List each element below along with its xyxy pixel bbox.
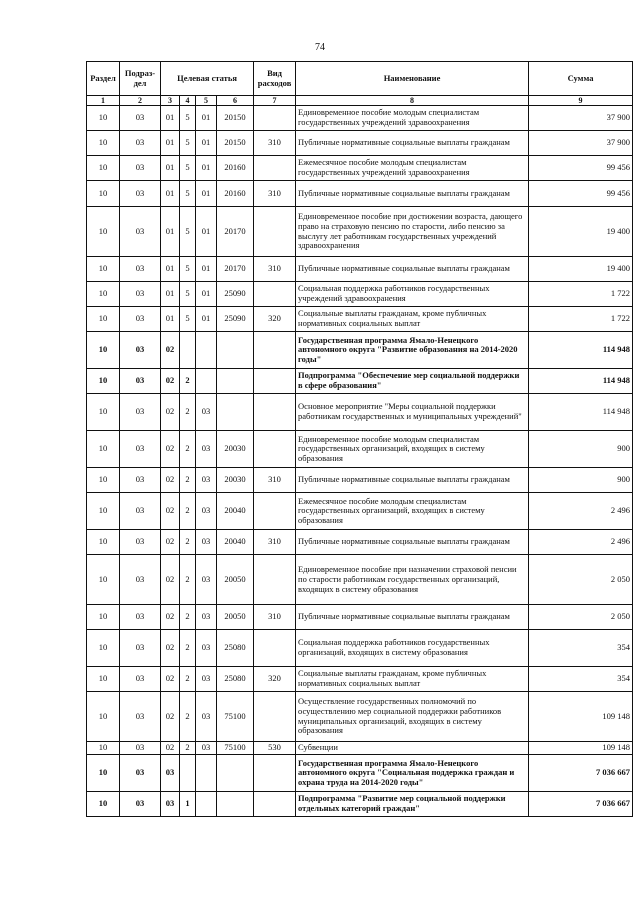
event-code-cell — [196, 792, 217, 817]
program-code-cell: 02 — [161, 431, 180, 468]
program-code-cell: 03 — [161, 755, 180, 792]
table-row — [87, 282, 633, 307]
name-cell: Публичные нормативные социальные выплаты гражданам — [296, 530, 529, 555]
razdel-cell: 10 — [87, 742, 120, 755]
program-code-cell: 01 — [161, 257, 180, 282]
name-cell: Социальные выплаты гражданам, кроме публичных нормативных социальных выплат — [296, 307, 529, 332]
razdel-cell: 10 — [87, 131, 120, 156]
expense-type-cell: 320 — [254, 667, 296, 692]
direction-code-cell: 20050 — [217, 605, 254, 630]
razdel-cell: 10 — [87, 605, 120, 630]
name-cell: Подпрограмма "Обеспечение мер социальной поддержки в сфере образования" — [296, 369, 529, 394]
page-number: 74 — [315, 42, 325, 53]
table-row — [87, 468, 633, 493]
table-row — [87, 630, 633, 667]
podrazdel-cell: 03 — [120, 307, 161, 332]
column-number: 1 — [87, 96, 120, 106]
direction-code-cell — [217, 755, 254, 792]
direction-code-cell: 20050 — [217, 555, 254, 605]
column-number: 6 — [217, 96, 254, 106]
razdel-cell: 10 — [87, 692, 120, 742]
name-cell: Ежемесячное пособие молодым специалистам государственных организаций, входящих в систему образования — [296, 493, 529, 530]
program-code-cell: 01 — [161, 181, 180, 207]
podrazdel-cell: 03 — [120, 667, 161, 692]
name-cell: Единовременное пособие молодым специалистам государственных организаций, входящих в систему образования — [296, 431, 529, 468]
podrazdel-cell: 03 — [120, 394, 161, 431]
column-number: 9 — [529, 96, 633, 106]
table-row — [87, 207, 633, 257]
header-razdel: Раздел — [87, 62, 120, 96]
column-number: 5 — [196, 96, 217, 106]
sum-cell: 37 900 — [529, 131, 633, 156]
name-cell: Публичные нормативные социальные выплаты гражданам — [296, 181, 529, 207]
sum-cell: 2 496 — [529, 493, 633, 530]
program-code-cell: 02 — [161, 605, 180, 630]
event-code-cell: 01 — [196, 207, 217, 257]
subprogram-code-cell: 5 — [180, 307, 196, 332]
subprogram-code-cell: 5 — [180, 131, 196, 156]
expense-type-cell: 310 — [254, 257, 296, 282]
podrazdel-cell: 03 — [120, 530, 161, 555]
podrazdel-cell: 03 — [120, 555, 161, 605]
podrazdel-cell: 03 — [120, 369, 161, 394]
name-cell: Ежемесячное пособие молодым специалистам государственных учреждений здравоохранения — [296, 156, 529, 181]
table-row — [87, 692, 633, 742]
expense-type-cell — [254, 493, 296, 530]
direction-code-cell: 20150 — [217, 106, 254, 131]
expense-type-cell — [254, 369, 296, 394]
expense-type-cell — [254, 156, 296, 181]
sum-cell: 1 722 — [529, 282, 633, 307]
event-code-cell: 03 — [196, 493, 217, 530]
sum-cell: 900 — [529, 431, 633, 468]
table-row — [87, 667, 633, 692]
event-code-cell: 01 — [196, 257, 217, 282]
program-code-cell: 02 — [161, 742, 180, 755]
program-code-cell: 02 — [161, 630, 180, 667]
razdel-cell: 10 — [87, 332, 120, 369]
expense-type-cell — [254, 106, 296, 131]
subprogram-code-cell: 5 — [180, 106, 196, 131]
direction-code-cell: 20170 — [217, 207, 254, 257]
event-code-cell — [196, 369, 217, 394]
podrazdel-cell: 03 — [120, 605, 161, 630]
razdel-cell: 10 — [87, 468, 120, 493]
direction-code-cell — [217, 792, 254, 817]
table-row — [87, 257, 633, 282]
expense-type-cell: 530 — [254, 742, 296, 755]
razdel-cell: 10 — [87, 530, 120, 555]
expense-type-cell: 310 — [254, 468, 296, 493]
direction-code-cell: 75100 — [217, 742, 254, 755]
budget-table — [86, 61, 633, 817]
direction-code-cell: 20150 — [217, 131, 254, 156]
expense-type-cell — [254, 332, 296, 369]
direction-code-cell: 20170 — [217, 257, 254, 282]
direction-code-cell: 20040 — [217, 530, 254, 555]
name-cell: Единовременное пособие молодым специалистам государственных учреждений здравоохранения — [296, 106, 529, 131]
razdel-cell: 10 — [87, 630, 120, 667]
subprogram-code-cell: 1 — [180, 792, 196, 817]
event-code-cell: 03 — [196, 530, 217, 555]
expense-type-cell — [254, 394, 296, 431]
podrazdel-cell: 03 — [120, 106, 161, 131]
event-code-cell: 01 — [196, 307, 217, 332]
sum-cell: 7 036 667 — [529, 755, 633, 792]
sum-cell: 99 456 — [529, 156, 633, 181]
sum-cell: 114 948 — [529, 332, 633, 369]
direction-code-cell — [217, 369, 254, 394]
direction-code-cell: 25090 — [217, 307, 254, 332]
podrazdel-cell: 03 — [120, 181, 161, 207]
program-code-cell: 01 — [161, 282, 180, 307]
event-code-cell: 03 — [196, 742, 217, 755]
table-row — [87, 530, 633, 555]
program-code-cell: 01 — [161, 131, 180, 156]
table-row — [87, 742, 633, 755]
program-code-cell: 02 — [161, 692, 180, 742]
event-code-cell: 03 — [196, 468, 217, 493]
column-number: 7 — [254, 96, 296, 106]
subprogram-code-cell: 2 — [180, 667, 196, 692]
name-cell: Публичные нормативные социальные выплаты гражданам — [296, 605, 529, 630]
column-number-row — [87, 96, 633, 106]
program-code-cell: 01 — [161, 156, 180, 181]
event-code-cell: 01 — [196, 181, 217, 207]
direction-code-cell: 75100 — [217, 692, 254, 742]
razdel-cell: 10 — [87, 667, 120, 692]
subprogram-code-cell — [180, 755, 196, 792]
subprogram-code-cell: 2 — [180, 493, 196, 530]
name-cell: Государственная программа Ямало-Ненецкого автономного округа "Социальная поддержка граждан и охрана труда на 2014-2020 годы" — [296, 755, 529, 792]
expense-type-cell: 310 — [254, 530, 296, 555]
header-podrazdel: Подраз-дел — [120, 62, 161, 96]
expense-type-cell: 310 — [254, 181, 296, 207]
subprogram-code-cell: 2 — [180, 630, 196, 667]
program-code-cell: 01 — [161, 207, 180, 257]
podrazdel-cell: 03 — [120, 207, 161, 257]
podrazdel-cell: 03 — [120, 692, 161, 742]
table-row — [87, 755, 633, 792]
direction-code-cell: 20030 — [217, 468, 254, 493]
podrazdel-cell: 03 — [120, 630, 161, 667]
program-code-cell: 02 — [161, 493, 180, 530]
sum-cell: 2 050 — [529, 555, 633, 605]
subprogram-code-cell: 2 — [180, 394, 196, 431]
table-row — [87, 369, 633, 394]
expense-type-cell — [254, 692, 296, 742]
podrazdel-cell: 03 — [120, 755, 161, 792]
razdel-cell: 10 — [87, 792, 120, 817]
program-code-cell: 02 — [161, 530, 180, 555]
razdel-cell: 10 — [87, 394, 120, 431]
direction-code-cell: 20160 — [217, 156, 254, 181]
razdel-cell: 10 — [87, 156, 120, 181]
name-cell: Публичные нормативные социальные выплаты гражданам — [296, 257, 529, 282]
event-code-cell: 03 — [196, 605, 217, 630]
subprogram-code-cell: 2 — [180, 431, 196, 468]
razdel-cell: 10 — [87, 282, 120, 307]
event-code-cell — [196, 755, 217, 792]
event-code-cell: 03 — [196, 555, 217, 605]
name-cell: Единовременное пособие при назначении страховой пенсии по старости работникам государственных организаций, входящих в систему образования — [296, 555, 529, 605]
program-code-cell: 02 — [161, 468, 180, 493]
podrazdel-cell: 03 — [120, 332, 161, 369]
podrazdel-cell: 03 — [120, 792, 161, 817]
program-code-cell: 03 — [161, 792, 180, 817]
subprogram-code-cell: 5 — [180, 181, 196, 207]
event-code-cell: 01 — [196, 106, 217, 131]
expense-type-cell: 310 — [254, 131, 296, 156]
table-row — [87, 394, 633, 431]
subprogram-code-cell: 2 — [180, 369, 196, 394]
podrazdel-cell: 03 — [120, 742, 161, 755]
sum-cell: 900 — [529, 468, 633, 493]
table-row — [87, 332, 633, 369]
subprogram-code-cell: 5 — [180, 207, 196, 257]
table-row — [87, 605, 633, 630]
event-code-cell: 03 — [196, 667, 217, 692]
subprogram-code-cell: 5 — [180, 282, 196, 307]
razdel-cell: 10 — [87, 431, 120, 468]
podrazdel-cell: 03 — [120, 468, 161, 493]
sum-cell: 1 722 — [529, 307, 633, 332]
column-number: 3 — [161, 96, 180, 106]
event-code-cell: 03 — [196, 630, 217, 667]
program-code-cell: 02 — [161, 394, 180, 431]
header-expense-type: Вид расходов — [254, 62, 296, 96]
razdel-cell: 10 — [87, 493, 120, 530]
subprogram-code-cell: 5 — [180, 257, 196, 282]
direction-code-cell — [217, 332, 254, 369]
razdel-cell: 10 — [87, 181, 120, 207]
name-cell: Публичные нормативные социальные выплаты гражданам — [296, 131, 529, 156]
table-row — [87, 307, 633, 332]
sum-cell: 354 — [529, 630, 633, 667]
podrazdel-cell: 03 — [120, 431, 161, 468]
program-code-cell: 02 — [161, 332, 180, 369]
table-row — [87, 181, 633, 207]
razdel-cell: 10 — [87, 755, 120, 792]
subprogram-code-cell: 2 — [180, 468, 196, 493]
sum-cell: 354 — [529, 667, 633, 692]
table-row — [87, 131, 633, 156]
direction-code-cell: 20030 — [217, 431, 254, 468]
expense-type-cell — [254, 431, 296, 468]
razdel-cell: 10 — [87, 555, 120, 605]
table-row — [87, 106, 633, 131]
direction-code-cell: 25090 — [217, 282, 254, 307]
razdel-cell: 10 — [87, 207, 120, 257]
program-code-cell: 01 — [161, 307, 180, 332]
column-number: 2 — [120, 96, 161, 106]
podrazdel-cell: 03 — [120, 131, 161, 156]
event-code-cell: 03 — [196, 394, 217, 431]
program-code-cell: 02 — [161, 555, 180, 605]
program-code-cell: 02 — [161, 369, 180, 394]
expense-type-cell — [254, 792, 296, 817]
column-number: 4 — [180, 96, 196, 106]
program-code-cell: 01 — [161, 106, 180, 131]
expense-type-cell — [254, 755, 296, 792]
name-cell: Публичные нормативные социальные выплаты гражданам — [296, 468, 529, 493]
name-cell: Социальная поддержка работников государственных учреждений здравоохранения — [296, 282, 529, 307]
podrazdel-cell: 03 — [120, 156, 161, 181]
sum-cell: 99 456 — [529, 181, 633, 207]
event-code-cell: 01 — [196, 156, 217, 181]
expense-type-cell: 310 — [254, 605, 296, 630]
sum-cell: 2 496 — [529, 530, 633, 555]
sum-cell: 19 400 — [529, 257, 633, 282]
subprogram-code-cell: 5 — [180, 156, 196, 181]
direction-code-cell — [217, 394, 254, 431]
name-cell: Основное мероприятие "Меры социальной поддержки работникам государственных и муниципальных учреждений" — [296, 394, 529, 431]
expense-type-cell — [254, 630, 296, 667]
expense-type-cell — [254, 207, 296, 257]
table-row — [87, 493, 633, 530]
name-cell: Социальные выплаты гражданам, кроме публичных нормативных социальных выплат — [296, 667, 529, 692]
direction-code-cell: 25080 — [217, 667, 254, 692]
subprogram-code-cell: 2 — [180, 530, 196, 555]
name-cell: Государственная программа Ямало-Ненецкого автономного округа "Развитие образования на 2014-2020 годы" — [296, 332, 529, 369]
table-row — [87, 431, 633, 468]
name-cell: Подпрограмма "Развитие мер социальной поддержки отдельных категорий граждан" — [296, 792, 529, 817]
column-number: 8 — [296, 96, 529, 106]
header-name: Наименование — [296, 62, 529, 96]
razdel-cell: 10 — [87, 106, 120, 131]
table-row — [87, 156, 633, 181]
podrazdel-cell: 03 — [120, 257, 161, 282]
direction-code-cell: 25080 — [217, 630, 254, 667]
expense-type-cell — [254, 282, 296, 307]
podrazdel-cell: 03 — [120, 282, 161, 307]
sum-cell: 114 948 — [529, 394, 633, 431]
sum-cell: 37 900 — [529, 106, 633, 131]
name-cell: Субвенции — [296, 742, 529, 755]
expense-type-cell — [254, 555, 296, 605]
event-code-cell: 01 — [196, 131, 217, 156]
event-code-cell: 03 — [196, 431, 217, 468]
expense-type-cell: 320 — [254, 307, 296, 332]
razdel-cell: 10 — [87, 257, 120, 282]
event-code-cell — [196, 332, 217, 369]
subprogram-code-cell: 2 — [180, 555, 196, 605]
subprogram-code-cell — [180, 332, 196, 369]
sum-cell: 109 148 — [529, 692, 633, 742]
subprogram-code-cell: 2 — [180, 742, 196, 755]
subprogram-code-cell: 2 — [180, 692, 196, 742]
direction-code-cell: 20160 — [217, 181, 254, 207]
table-body — [87, 106, 633, 817]
razdel-cell: 10 — [87, 307, 120, 332]
name-cell: Осуществление государственных полномочий по осуществлению мер социальной поддержки работников муниципальных организаций, входящих в систему образования — [296, 692, 529, 742]
name-cell: Единовременное пособие при достижении возраста, дающего право на страховую пенсию по старости, либо пенсию за выслугу лет работникам государственных учреждений здравоохранения — [296, 207, 529, 257]
event-code-cell: 03 — [196, 692, 217, 742]
podrazdel-cell: 03 — [120, 493, 161, 530]
header-sum: Сумма — [529, 62, 633, 96]
razdel-cell: 10 — [87, 369, 120, 394]
header-target-article: Целевая статья — [161, 62, 254, 96]
sum-cell: 109 148 — [529, 742, 633, 755]
sum-cell: 7 036 667 — [529, 792, 633, 817]
direction-code-cell: 20040 — [217, 493, 254, 530]
event-code-cell: 01 — [196, 282, 217, 307]
subprogram-code-cell: 2 — [180, 605, 196, 630]
table-row — [87, 555, 633, 605]
name-cell: Социальная поддержка работников государственных организаций, входящих в систему образования — [296, 630, 529, 667]
sum-cell: 19 400 — [529, 207, 633, 257]
program-code-cell: 02 — [161, 667, 180, 692]
sum-cell: 114 948 — [529, 369, 633, 394]
sum-cell: 2 050 — [529, 605, 633, 630]
table-row — [87, 792, 633, 817]
